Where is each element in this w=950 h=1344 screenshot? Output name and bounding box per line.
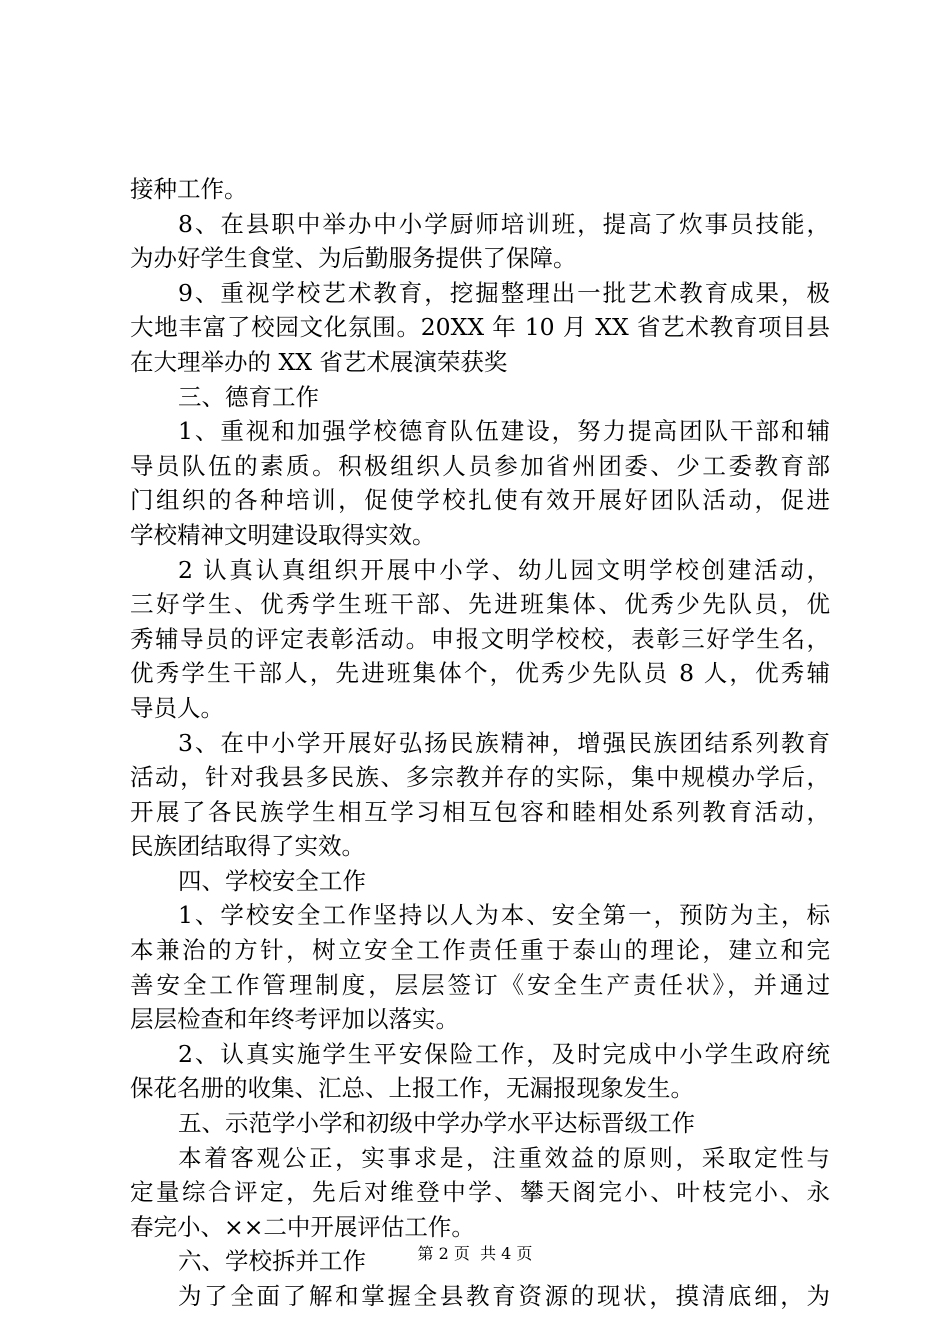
text-line: 2 认真认真组织开展中小学、幼儿园文明学校创建活动， — [178, 555, 830, 584]
page-number: 第 2 页 — [417, 1244, 470, 1263]
text-line: 春完小、××二中开展评估工作。 — [130, 1212, 475, 1241]
text-line: 民族团结取得了实效。 — [130, 832, 365, 861]
text-line: 善安全工作管理制度，层层签订《安全生产责任状》，并通过 — [130, 970, 830, 999]
text-line: 导员人。 — [130, 693, 224, 722]
text-line: 开展了各民族学生相互学习相互包容和睦相处系列教育活动， — [130, 797, 830, 826]
text-line: 三、德育工作 — [178, 382, 319, 411]
page-total: 共 4 页 — [480, 1244, 533, 1263]
text-line: 秀辅导员的评定表彰活动。申报文明学校校，表彰三好学生名， — [130, 624, 830, 653]
text-line: 保花名册的收集、汇总、上报工作，无漏报现象发生。 — [130, 1074, 694, 1103]
text-line: 大地丰富了校园文化氛围。20XX 年 10 月 XX 省艺术教育项目县 — [130, 313, 830, 342]
text-line: 五、示范学小学和初级中学办学水平达标晋级工作 — [178, 1109, 695, 1138]
text-line: 2、认真实施学生平安保险工作，及时完成中小学生政府统 — [178, 1039, 830, 1068]
text-line: 六、学校拆并工作 — [178, 1247, 366, 1276]
text-line: 3、在中小学开展好弘扬民族精神，增强民族团结系列教育 — [178, 728, 830, 757]
text-line: 四、学校安全工作 — [178, 866, 366, 895]
text-line: 在大理举办的 XX 省艺术展演荣获奖 — [130, 347, 508, 376]
text-line: 三好学生、优秀学生班干部、先进班集体、优秀少先队员，优 — [130, 590, 830, 619]
text-line: 层层检查和年终考评加以落实。 — [130, 1005, 459, 1034]
text-line: 本兼治的方针，树立安全工作责任重于泰山的理论，建立和完 — [130, 936, 830, 965]
text-line: 接种工作。 — [130, 175, 248, 203]
document-body — [130, 172, 830, 1314]
text-line: 为了全面了解和掌握全县教育资源的现状，摸清底细，为 — [178, 1282, 830, 1310]
text-line: 9、重视学校艺术教育，挖掘整理出一批艺术教育成果，极 — [178, 278, 830, 307]
text-line: 1、学校安全工作坚持以人为本、安全第一，预防为主，标 — [178, 901, 830, 930]
text-line: 学校精神文明建设取得实效。 — [130, 520, 436, 549]
text-line: 8、在县职中举办中小学厨师培训班，提高了炊事员技能， — [178, 209, 830, 238]
page-footer — [0, 1244, 950, 1264]
text-line: 为办好学生食堂、为后勤服务提供了保障。 — [130, 244, 577, 273]
text-line: 1、重视和加强学校德育队伍建设，努力提高团队干部和辅 — [178, 417, 830, 446]
text-line: 定量综合评定，先后对维登中学、攀天阁完小、叶枝完小、永 — [130, 1178, 830, 1207]
footer-spacer — [470, 1244, 480, 1263]
text-line: 门组织的各种培训，促使学校扎使有效开展好团队活动，促进 — [130, 486, 830, 515]
text-line: 本着客观公正，实事求是，注重效益的原则，采取定性与 — [178, 1143, 830, 1172]
text-line: 活动，针对我县多民族、多宗教并存的实际，集中规模办学后， — [130, 763, 830, 792]
text-line: 导员队伍的素质。积极组织人员参加省州团委、少工委教育部 — [130, 451, 830, 480]
text-line: 优秀学生干部人，先进班集体个，优秀少先队员 8 人，优秀辅 — [130, 659, 830, 688]
